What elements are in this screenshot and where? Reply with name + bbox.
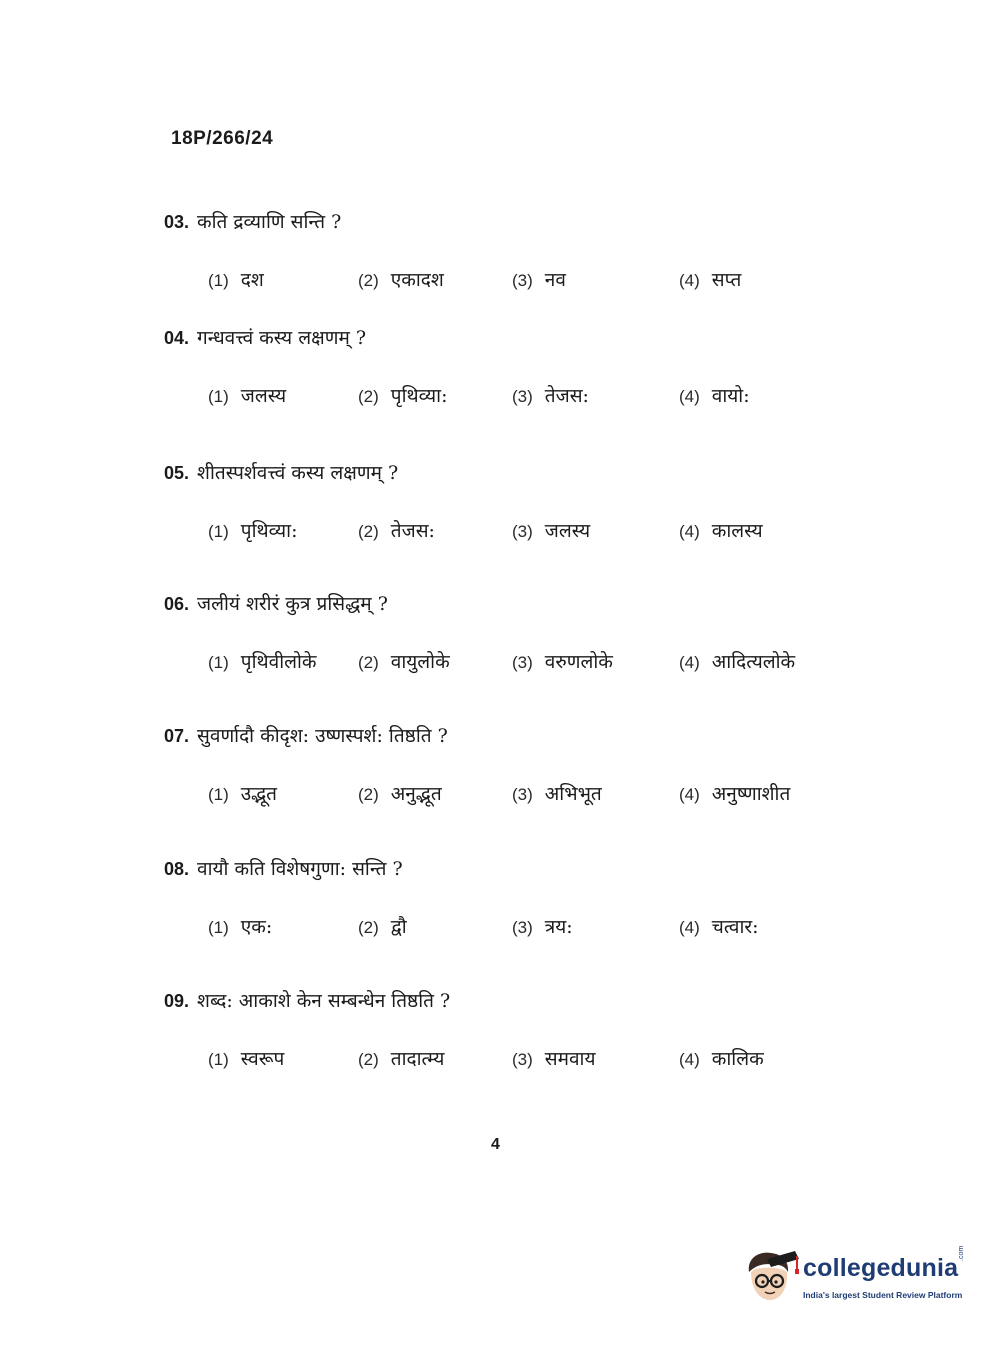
option-number: (1): [208, 522, 229, 541]
paper-code: 18P/266/24: [171, 128, 274, 149]
question-text: वायौ कति विशेषगुणा: सन्ति ?: [197, 858, 403, 880]
option-3: [512, 1045, 596, 1071]
question-stem: [164, 459, 398, 485]
question-stem: [164, 855, 403, 881]
options-row: [0, 382, 1001, 412]
option-text: वायो:: [711, 385, 750, 407]
question-text: कति द्रव्याणि सन्ति ?: [197, 211, 342, 233]
option-4: [679, 648, 795, 674]
option-text: तेजस:: [544, 385, 589, 407]
option-text: सप्त: [711, 269, 742, 291]
option-text: जलस्य: [240, 385, 287, 407]
option-4: [679, 382, 750, 408]
option-number: (3): [512, 271, 533, 290]
option-text: तादात्म्य: [390, 1048, 445, 1070]
question-number: 04.: [164, 328, 190, 348]
option-number: (2): [358, 522, 379, 541]
question-stem: [164, 722, 448, 748]
option-text: नव: [544, 269, 566, 291]
question-stem: [164, 987, 450, 1013]
option-number: (4): [679, 522, 700, 541]
option-number: (4): [679, 653, 700, 672]
option-text: एकादश: [390, 269, 444, 291]
question-text: गन्धवत्त्वं कस्य लक्षणम् ?: [197, 327, 367, 349]
option-text: जलस्य: [544, 520, 591, 542]
option-text: पृथिव्या:: [390, 385, 448, 407]
option-number: (1): [208, 387, 229, 406]
option-number: (4): [679, 918, 700, 937]
question-number: 08.: [164, 859, 190, 879]
option-text: समवाय: [544, 1048, 596, 1070]
question-text: शब्द: आकाशे केन सम्बन्धेन तिष्ठति ?: [197, 990, 451, 1012]
option-2: [358, 648, 450, 674]
option-number: (1): [208, 1050, 229, 1069]
question-stem: [164, 208, 341, 234]
option-number: (1): [208, 271, 229, 290]
options-row: [0, 913, 1001, 943]
option-number: (2): [358, 1050, 379, 1069]
option-2: [358, 1045, 444, 1071]
option-3: [512, 266, 566, 292]
options-row: [0, 266, 1001, 296]
option-text: तेजस:: [390, 520, 435, 542]
brand-name: collegedunia: [803, 1254, 959, 1282]
option-text: वरुणलोके: [544, 651, 613, 673]
options-row: [0, 780, 1001, 810]
option-text: आदित्यलोके: [711, 651, 796, 673]
option-2: [358, 266, 444, 292]
option-number: (3): [512, 653, 533, 672]
brand-tagline: India's largest Student Review Platform: [803, 1290, 963, 1300]
option-text: अभिभूत: [544, 783, 602, 805]
option-1: [208, 517, 297, 543]
option-4: [679, 266, 741, 292]
question-stem: [164, 324, 366, 350]
page-number: 4: [491, 1136, 500, 1153]
options-row: [0, 517, 1001, 547]
option-text: वायुलोके: [390, 651, 450, 673]
option-number: (3): [512, 785, 533, 804]
option-number: (3): [512, 522, 533, 541]
option-3: [512, 648, 613, 674]
option-text: उद्भूत: [240, 783, 278, 805]
mascot-icon: [741, 1248, 799, 1308]
option-1: [208, 780, 277, 806]
option-1: [208, 266, 264, 292]
option-4: [679, 913, 759, 939]
option-2: [358, 780, 442, 806]
option-text: द्वौ: [390, 916, 407, 938]
option-number: (2): [358, 785, 379, 804]
option-number: (2): [358, 918, 379, 937]
option-4: [679, 517, 763, 543]
option-number: (3): [512, 1050, 533, 1069]
collegedunia-logo: [741, 1245, 971, 1310]
question-text: सुवर्णादौ कीदृश: उष्णस्पर्श: तिष्ठति ?: [197, 725, 448, 747]
option-text: पृथिव्या:: [240, 520, 298, 542]
question-number: 05.: [164, 463, 190, 483]
option-2: [358, 913, 407, 939]
option-number: (4): [679, 387, 700, 406]
option-text: चत्वार:: [711, 916, 759, 938]
option-text: एक:: [240, 916, 273, 938]
option-3: [512, 913, 573, 939]
option-number: (4): [679, 271, 700, 290]
option-3: [512, 517, 590, 543]
option-1: [208, 913, 272, 939]
option-number: (2): [358, 387, 379, 406]
option-number: (2): [358, 271, 379, 290]
option-text: अनुष्णाशीत: [711, 783, 791, 805]
option-1: [208, 648, 317, 674]
option-text: पृथिवीलोके: [240, 651, 317, 673]
option-number: (1): [208, 785, 229, 804]
option-1: [208, 1045, 284, 1071]
question-text: शीतस्पर्शवत्त्वं कस्य लक्षणम् ?: [197, 462, 399, 484]
option-2: [358, 382, 447, 408]
question-number: 03.: [164, 212, 190, 232]
option-number: (4): [679, 1050, 700, 1069]
option-text: कालिक: [711, 1048, 764, 1070]
option-text: त्रय:: [544, 916, 573, 938]
question-number: 06.: [164, 594, 190, 614]
question-number: 09.: [164, 991, 190, 1011]
option-text: कालस्य: [711, 520, 763, 542]
options-row: [0, 648, 1001, 678]
option-number: (1): [208, 918, 229, 937]
option-1: [208, 382, 286, 408]
question-number: 07.: [164, 726, 190, 746]
option-number: (1): [208, 653, 229, 672]
option-2: [358, 517, 435, 543]
brand-dotcom: .com: [958, 1245, 965, 1261]
options-row: [0, 1045, 1001, 1075]
question-stem: [164, 590, 388, 616]
option-4: [679, 780, 790, 806]
option-3: [512, 382, 589, 408]
option-number: (3): [512, 918, 533, 937]
question-text: जलीयं शरीरं कुत्र प्रसिद्धम् ?: [197, 593, 388, 615]
option-text: अनुद्भूत: [390, 783, 442, 805]
option-number: (3): [512, 387, 533, 406]
option-number: (4): [679, 785, 700, 804]
option-text: दश: [240, 269, 264, 291]
option-3: [512, 780, 602, 806]
option-text: स्वरूप: [240, 1048, 285, 1070]
option-4: [679, 1045, 764, 1071]
option-number: (2): [358, 653, 379, 672]
